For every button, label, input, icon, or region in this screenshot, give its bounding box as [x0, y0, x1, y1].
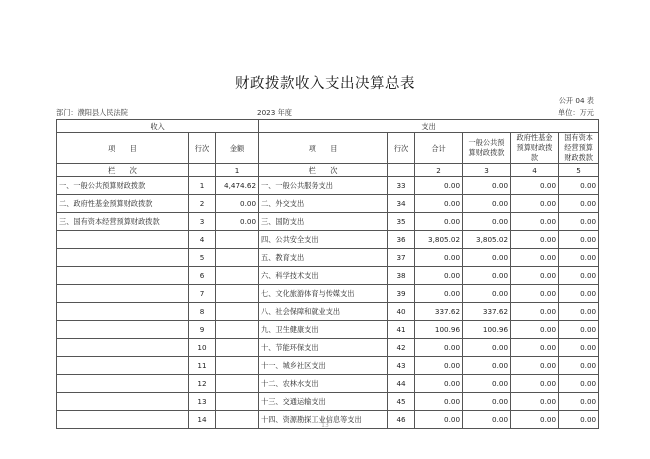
expense-line-no-cell: 44: [388, 375, 415, 393]
income-line-no-cell: 11: [189, 357, 216, 375]
income-amount-cell: [216, 375, 259, 393]
income-item-cell: [57, 303, 189, 321]
report-title: 财政拨款收入支出决算总表: [235, 76, 415, 92]
general-budget-cell: 337.62: [463, 303, 511, 321]
total-cell: 0.00: [415, 357, 463, 375]
table-row: [57, 195, 599, 213]
general-budget-cell: 0.00: [463, 357, 511, 375]
expense-item-cell: 十二、农林水支出: [259, 375, 388, 393]
table-row: [57, 231, 599, 249]
gov-fund-header: 政府性基金预算财政拨款: [511, 133, 559, 164]
gov-fund-cell: 0.00: [511, 267, 559, 285]
income-line-no-cell: 3: [189, 213, 216, 231]
income-item-cell: [57, 249, 189, 267]
income-item-cell: [57, 285, 189, 303]
income-amount-cell: [216, 321, 259, 339]
fiscal-year: 2023 年度: [257, 108, 292, 117]
income-item-cell: 二、政府性基金预算财政拨款: [57, 195, 189, 213]
income-amount-cell: [216, 267, 259, 285]
income-amount-cell: 0.00: [216, 195, 259, 213]
state-capital-cell: 0.00: [559, 231, 599, 249]
col-num-capital: 5: [559, 164, 599, 177]
income-line-no-cell: 8: [189, 303, 216, 321]
income-item-cell: 一、一般公共预算财政拨款: [57, 177, 189, 195]
general-budget-cell: 0.00: [463, 285, 511, 303]
income-line-no-cell: 9: [189, 321, 216, 339]
department-label: 部门：濮阳县人民法院: [56, 108, 128, 117]
income-item-cell: [57, 231, 189, 249]
general-budget-cell: 0.00: [463, 375, 511, 393]
table-row: [57, 393, 599, 411]
expense-line-no-cell: 41: [388, 321, 415, 339]
expense-line-no-cell: 40: [388, 303, 415, 321]
income-item-cell: [57, 339, 189, 357]
income-amount-cell: [216, 357, 259, 375]
income-amount-cell: [216, 339, 259, 357]
expense-line-no-cell: 45: [388, 393, 415, 411]
line-no-header-left: 行次: [189, 133, 216, 164]
income-amount-cell: [216, 285, 259, 303]
income-item-cell: [57, 375, 189, 393]
general-budget-cell: 0.00: [463, 195, 511, 213]
total-cell: 0.00: [415, 375, 463, 393]
income-item-cell: [57, 321, 189, 339]
line-no-header-right: 行次: [388, 133, 415, 164]
state-capital-cell: 0.00: [559, 321, 599, 339]
state-capital-cell: 0.00: [559, 357, 599, 375]
expense-line-no-cell: 34: [388, 195, 415, 213]
expense-line-no-cell: 42: [388, 339, 415, 357]
state-capital-cell: 0.00: [559, 411, 599, 429]
table-row: [57, 285, 599, 303]
income-line-no-cell: 4: [189, 231, 216, 249]
expense-item-cell: 十、节能环保支出: [259, 339, 388, 357]
total-cell: 3,805.02: [415, 231, 463, 249]
income-amount-cell: [216, 393, 259, 411]
income-item-cell: [57, 267, 189, 285]
col-num-line-right: [388, 164, 415, 177]
income-header: 收入: [57, 120, 259, 133]
expense-item-cell: 十四、资源勘探工业信息等支出: [259, 411, 388, 429]
income-line-no-cell: 12: [189, 375, 216, 393]
expense-item-cell: 十三、交通运输支出: [259, 393, 388, 411]
state-capital-cell: 0.00: [559, 375, 599, 393]
item-header-right: 项 目: [259, 133, 388, 164]
expense-item-cell: 三、国防支出: [259, 213, 388, 231]
table-row: [57, 177, 599, 195]
col-num-general: 3: [463, 164, 511, 177]
general-budget-cell: 0.00: [463, 249, 511, 267]
expense-header: 支出: [259, 120, 599, 133]
total-cell: 0.00: [415, 393, 463, 411]
state-capital-cell: 0.00: [559, 339, 599, 357]
general-budget-header: 一般公共预算财政拨款: [463, 133, 511, 164]
expense-line-no-cell: 37: [388, 249, 415, 267]
gov-fund-cell: 0.00: [511, 321, 559, 339]
gov-fund-cell: 0.00: [511, 339, 559, 357]
table-row: [57, 321, 599, 339]
income-amount-cell: [216, 231, 259, 249]
table-row: [57, 267, 599, 285]
state-capital-cell: 0.00: [559, 285, 599, 303]
income-line-no-cell: 1: [189, 177, 216, 195]
state-capital-cell: 0.00: [559, 195, 599, 213]
state-capital-cell: 0.00: [559, 213, 599, 231]
gov-fund-cell: 0.00: [511, 231, 559, 249]
total-cell: 0.00: [415, 285, 463, 303]
expense-item-cell: 六、科学技术支出: [259, 267, 388, 285]
general-budget-cell: 0.00: [463, 411, 511, 429]
income-line-no-cell: 6: [189, 267, 216, 285]
income-amount-cell: 4,474.62: [216, 177, 259, 195]
gov-fund-cell: 0.00: [511, 177, 559, 195]
expense-line-no-cell: 46: [388, 411, 415, 429]
expense-item-cell: 四、公共安全支出: [259, 231, 388, 249]
state-capital-header: 国有资本经营预算财政拨款: [559, 133, 599, 164]
general-budget-cell: 3,805.02: [463, 231, 511, 249]
total-cell: 0.00: [415, 177, 463, 195]
general-budget-cell: 0.00: [463, 339, 511, 357]
total-cell: 0.00: [415, 267, 463, 285]
state-capital-cell: 0.00: [559, 249, 599, 267]
expense-line-no-cell: 35: [388, 213, 415, 231]
table-row: [57, 303, 599, 321]
gov-fund-cell: 0.00: [511, 213, 559, 231]
expense-line-no-cell: 36: [388, 231, 415, 249]
income-line-no-cell: 7: [189, 285, 216, 303]
column-header-row: [57, 133, 599, 164]
income-item-cell: [57, 357, 189, 375]
expense-item-cell: 八、社会保障和就业支出: [259, 303, 388, 321]
general-budget-cell: 0.00: [463, 267, 511, 285]
general-budget-cell: 0.00: [463, 177, 511, 195]
gov-fund-cell: 0.00: [511, 195, 559, 213]
col-num-line-left: [189, 164, 216, 177]
column-number-row: [57, 164, 599, 177]
total-cell: 0.00: [415, 195, 463, 213]
unit-label: 单位：万元: [558, 108, 594, 117]
gov-fund-cell: 0.00: [511, 285, 559, 303]
income-line-no-cell: 2: [189, 195, 216, 213]
total-cell: 0.00: [415, 249, 463, 267]
table-row: [57, 357, 599, 375]
section-header-row: [57, 120, 599, 133]
table-row: [57, 375, 599, 393]
state-capital-cell: 0.00: [559, 393, 599, 411]
income-amount-cell: [216, 249, 259, 267]
gov-fund-cell: 0.00: [511, 303, 559, 321]
gov-fund-cell: 0.00: [511, 249, 559, 267]
general-budget-cell: 100.96: [463, 321, 511, 339]
income-line-no-cell: 10: [189, 339, 216, 357]
item-header-left: 项 目: [57, 133, 189, 164]
col-label-left: 栏 次: [57, 164, 189, 177]
state-capital-cell: 0.00: [559, 267, 599, 285]
expense-item-cell: 二、外交支出: [259, 195, 388, 213]
expense-item-cell: 七、文化旅游体育与传媒支出: [259, 285, 388, 303]
gov-fund-cell: 0.00: [511, 411, 559, 429]
amount-header: 金额: [216, 133, 259, 164]
expense-item-cell: 十一、城乡社区支出: [259, 357, 388, 375]
income-line-no-cell: 14: [189, 411, 216, 429]
income-item-cell: 三、国有资本经营预算财政拨款: [57, 213, 189, 231]
total-cell: 337.62: [415, 303, 463, 321]
col-num-fund: 4: [511, 164, 559, 177]
expense-line-no-cell: 39: [388, 285, 415, 303]
general-budget-cell: 0.00: [463, 213, 511, 231]
page-number: 13: [321, 422, 329, 429]
gov-fund-cell: 0.00: [511, 393, 559, 411]
gov-fund-cell: 0.00: [511, 357, 559, 375]
income-item-cell: [57, 393, 189, 411]
expense-item-cell: 五、教育支出: [259, 249, 388, 267]
col-num-amount: 1: [216, 164, 259, 177]
income-amount-cell: 0.00: [216, 213, 259, 231]
expense-line-no-cell: 43: [388, 357, 415, 375]
state-capital-cell: 0.00: [559, 177, 599, 195]
income-amount-cell: [216, 303, 259, 321]
total-header: 合计: [415, 133, 463, 164]
total-cell: 100.96: [415, 321, 463, 339]
table-row: [57, 213, 599, 231]
total-cell: 0.00: [415, 213, 463, 231]
general-budget-cell: 0.00: [463, 393, 511, 411]
expense-line-no-cell: 38: [388, 267, 415, 285]
table-row: [57, 249, 599, 267]
total-cell: 0.00: [415, 411, 463, 429]
col-label-right: 栏 次: [259, 164, 388, 177]
expense-line-no-cell: 33: [388, 177, 415, 195]
col-num-total: 2: [415, 164, 463, 177]
state-capital-cell: 0.00: [559, 303, 599, 321]
income-line-no-cell: 5: [189, 249, 216, 267]
expense-item-cell: 九、卫生健康支出: [259, 321, 388, 339]
table-row: [57, 339, 599, 357]
summary-table: [56, 119, 599, 429]
gov-fund-cell: 0.00: [511, 375, 559, 393]
expense-item-cell: 一、一般公共服务支出: [259, 177, 388, 195]
form-code: 公开 04 表: [558, 96, 594, 105]
income-line-no-cell: 13: [189, 393, 216, 411]
total-cell: 0.00: [415, 339, 463, 357]
